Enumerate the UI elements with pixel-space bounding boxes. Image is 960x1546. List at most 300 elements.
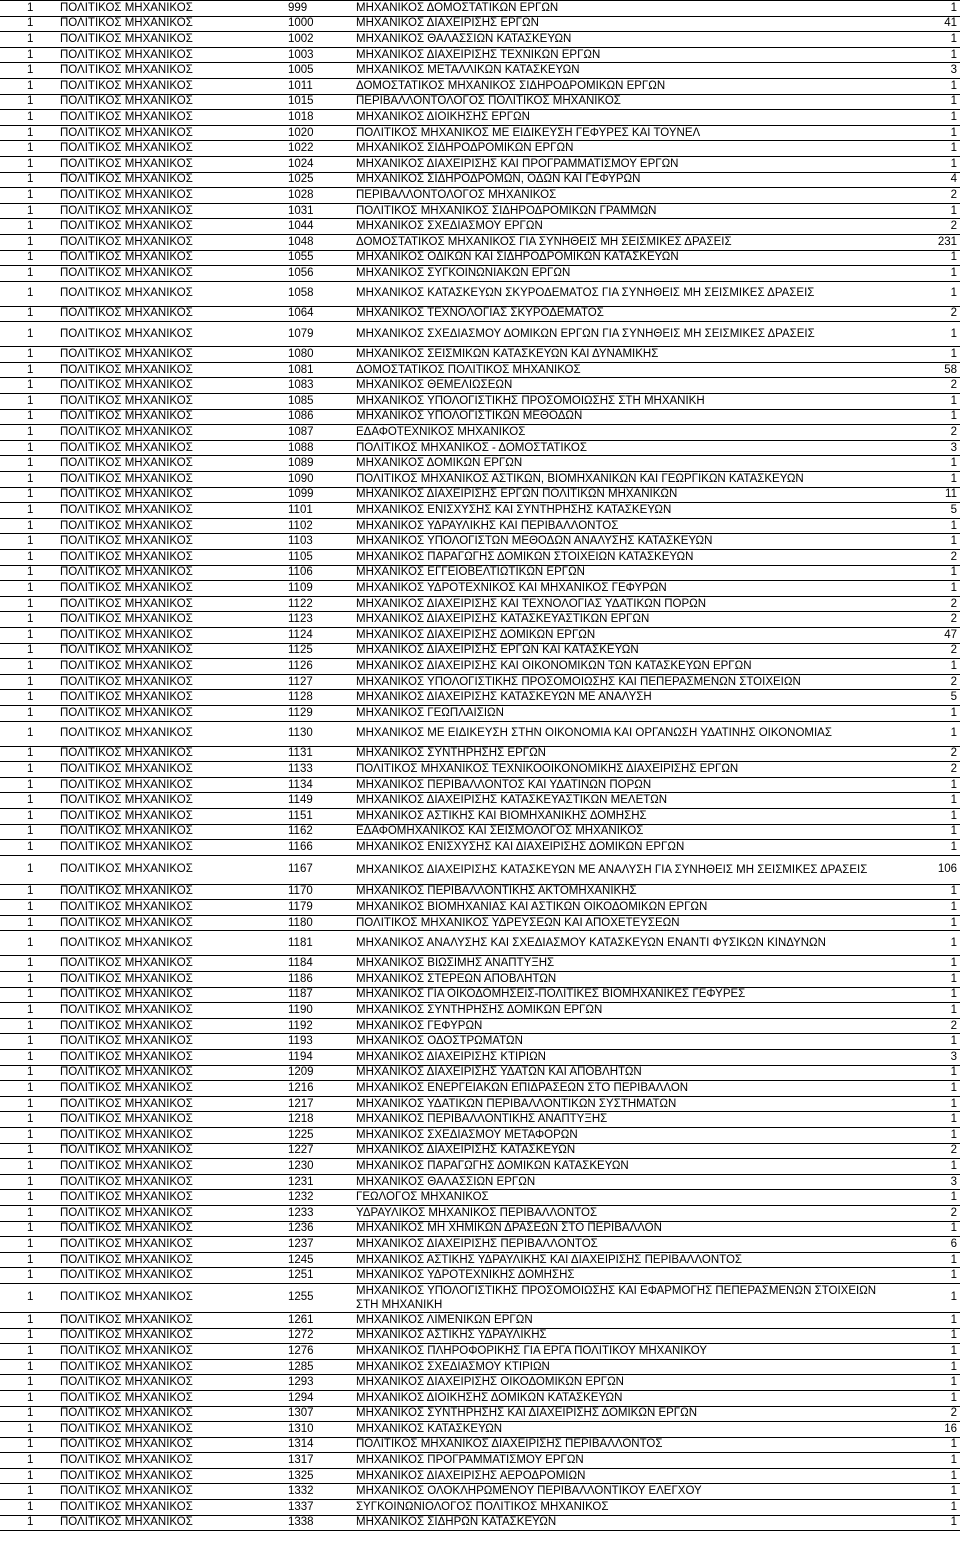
- table-row: [0, 1453, 960, 1469]
- cell-number: 1: [0, 565, 56, 581]
- cell-title: ΠΟΛΙΤΙΚΟΣ ΜΗΧΑΝΙΚΟΣ: [56, 721, 284, 746]
- cell-specialty: ΜΗΧΑΝΙΚΟΣ ΘΑΛΑΣΣΙΩΝ ΚΑΤΑΣΚΕΥΩΝ: [352, 32, 905, 48]
- cell-title: ΠΟΛΙΤΙΚΟΣ ΜΗΧΑΝΙΚΟΣ: [56, 1050, 284, 1066]
- table-row: [0, 840, 960, 856]
- cell-title: ΠΟΛΙΤΙΚΟΣ ΜΗΧΑΝΙΚΟΣ: [56, 596, 284, 612]
- cell-code: 1000: [284, 16, 352, 32]
- cell-specialty: ΔΟΜΟΣΤΑΤΙΚΟΣ ΜΗΧΑΝΙΚΟΣ ΣΙΔΗΡΟΔΡΟΜΙΚΩΝ ΕΡΓΩΝ: [352, 78, 905, 94]
- cell-number: 1: [0, 1081, 56, 1097]
- cell-title: ΠΟΛΙΤΙΚΟΣ ΜΗΧΑΝΙΚΟΣ: [56, 250, 284, 266]
- cell-specialty: ΜΗΧΑΝΙΚΟΣ ΑΣΤΙΚΗΣ ΚΑΙ ΒΙΟΜΗΧΑΝΙΚΗΣ ΔΟΜΗΣΗΣ: [352, 808, 905, 824]
- cell-title: ΠΟΛΙΤΙΚΟΣ ΜΗΧΑΝΙΚΟΣ: [56, 63, 284, 79]
- cell-specialty: ΜΗΧΑΝΙΚΟΣ ΔΙΑΧΕΙΡΙΣΗΣ ΚΑΤΑΣΚΕΥΑΣΤΙΚΩΝ ΜΕΛΕΤΩΝ: [352, 793, 905, 809]
- table-row: [0, 1018, 960, 1034]
- cell-number: 1: [0, 487, 56, 503]
- table-row: [0, 141, 960, 157]
- table-row: [0, 915, 960, 931]
- cell-specialty: ΜΗΧΑΝΙΚΟΣ ΠΑΡΑΓΩΓΗΣ ΔΟΜΙΚΩΝ ΚΑΤΑΣΚΕΥΩΝ: [352, 1159, 905, 1175]
- cell-specialty: ΜΗΧΑΝΙΚΟΣ ΠΕΡΙΒΑΛΛΟΝΤΙΚΗΣ ΑΚΤΟΜΗΧΑΝΙΚΗΣ: [352, 884, 905, 900]
- cell-code: 1088: [284, 440, 352, 456]
- cell-count: 2: [905, 612, 960, 628]
- cell-title: ΠΟΛΙΤΙΚΟΣ ΜΗΧΑΝΙΚΟΣ: [56, 746, 284, 762]
- cell-title: ΠΟΛΙΤΙΚΟΣ ΜΗΧΑΝΙΚΟΣ: [56, 550, 284, 566]
- cell-number: 1: [0, 596, 56, 612]
- cell-title: ΠΟΛΙΤΙΚΟΣ ΜΗΧΑΝΙΚΟΣ: [56, 705, 284, 721]
- cell-title: ΠΟΛΙΤΙΚΟΣ ΜΗΧΑΝΙΚΟΣ: [56, 1221, 284, 1237]
- table-row: [0, 1406, 960, 1422]
- cell-number: 1: [0, 1237, 56, 1253]
- table-row: [0, 378, 960, 394]
- cell-code: 1227: [284, 1143, 352, 1159]
- cell-title: ΠΟΛΙΤΙΚΟΣ ΜΗΧΑΝΙΚΟΣ: [56, 1237, 284, 1253]
- table-row: [0, 1268, 960, 1284]
- cell-code: 1216: [284, 1081, 352, 1097]
- cell-specialty: ΜΗΧΑΝΙΚΟΣ ΥΔΡΟΤΕΧΝΙΚΗΣ ΔΟΜΗΣΗΣ: [352, 1268, 905, 1284]
- cell-count: 1: [905, 1359, 960, 1375]
- cell-specialty: ΠΟΛΙΤΙΚΟΣ ΜΗΧΑΝΙΚΟΣ ΑΣΤΙΚΩΝ, ΒΙΟΜΗΧΑΝΙΚΩΝ ΚΑΙ ΓΕΩΡΓΙΚΩΝ ΚΑΤΑΣΚΕΥΩΝ: [352, 472, 905, 488]
- cell-specialty: ΜΗΧΑΝΙΚΟΣ ΒΙΩΣΙΜΗΣ ΑΝΑΠΤΥΞΗΣ: [352, 956, 905, 972]
- cell-number: 1: [0, 409, 56, 425]
- cell-number: 1: [0, 612, 56, 628]
- cell-code: 1089: [284, 456, 352, 472]
- cell-code: 1332: [284, 1484, 352, 1500]
- cell-code: 1293: [284, 1375, 352, 1391]
- cell-number: 1: [0, 322, 56, 347]
- table-row: [0, 1312, 960, 1328]
- cell-number: 1: [0, 394, 56, 410]
- cell-title: ΠΟΛΙΤΙΚΟΣ ΜΗΧΑΝΙΚΟΣ: [56, 1205, 284, 1221]
- cell-count: 1: [905, 808, 960, 824]
- cell-specialty: ΜΗΧΑΝΙΚΟΣ ΥΠΟΛΟΓΙΣΤΩΝ ΜΕΘΟΔΩΝ ΑΝΑΛΥΣΗΣ ΚΑΤΑΣΚΕΥΩΝ: [352, 534, 905, 550]
- cell-count: 1: [905, 1034, 960, 1050]
- cell-number: 1: [0, 1422, 56, 1438]
- cell-title: ΠΟΛΙΤΙΚΟΣ ΜΗΧΑΝΙΚΟΣ: [56, 915, 284, 931]
- cell-number: 1: [0, 915, 56, 931]
- cell-title: ΠΟΛΙΤΙΚΟΣ ΜΗΧΑΝΙΚΟΣ: [56, 347, 284, 363]
- table-row: [0, 487, 960, 503]
- cell-title: ΠΟΛΙΤΙΚΟΣ ΜΗΧΑΝΙΚΟΣ: [56, 612, 284, 628]
- cell-count: 1: [905, 1190, 960, 1206]
- cell-specialty: ΜΗΧΑΝΙΚΟΣ ΠΕΡΙΒΑΛΛΟΝΤΙΚΗΣ ΑΝΑΠΤΥΞΗΣ: [352, 1112, 905, 1128]
- cell-number: 1: [0, 1515, 56, 1531]
- table-row: [0, 1003, 960, 1019]
- cell-specialty: ΜΗΧΑΝΙΚΟΣ ΔΙΟΙΚΗΣΗΣ ΔΟΜΙΚΩΝ ΚΑΤΑΣΚΕΥΩΝ: [352, 1390, 905, 1406]
- cell-count: 1: [905, 705, 960, 721]
- cell-specialty: ΠΟΛΙΤΙΚΟΣ ΜΗΧΑΝΙΚΟΣ ΔΙΑΧΕΙΡΙΣΗΣ ΠΕΡΙΒΑΛΛΟΝΤΟΣ: [352, 1437, 905, 1453]
- table-row: [0, 1081, 960, 1097]
- cell-specialty: ΜΗΧΑΝΙΚΟΣ ΥΠΟΛΟΓΙΣΤΙΚΗΣ ΠΡΟΣΟΜΟΙΩΣΗΣ ΣΤΗ ΜΗΧΑΝΙΚΗ: [352, 394, 905, 410]
- cell-code: 1230: [284, 1159, 352, 1175]
- cell-title: ΠΟΛΙΤΙΚΟΣ ΜΗΧΑΝΙΚΟΣ: [56, 203, 284, 219]
- cell-specialty: ΜΗΧΑΝΙΚΟΣ ΟΔΟΣΤΡΩΜΑΤΩΝ: [352, 1034, 905, 1050]
- cell-number: 1: [0, 762, 56, 778]
- cell-number: 1: [0, 1268, 56, 1284]
- cell-count: 16: [905, 1422, 960, 1438]
- table-row: [0, 690, 960, 706]
- cell-number: 1: [0, 1344, 56, 1360]
- cell-code: 1085: [284, 394, 352, 410]
- cell-specialty: ΜΗΧΑΝΙΚΟΣ ΔΙΑΧΕΙΡΙΣΗΣ ΠΕΡΙΒΑΛΛΟΝΤΟΣ: [352, 1237, 905, 1253]
- cell-specialty: ΜΗΧΑΝΙΚΟΣ ΠΛΗΡΟΦΟΡΙΚΗΣ ΓΙΑ ΕΡΓΑ ΠΟΛΙΤΙΚΟΥ ΜΗΧΑΝΙΚΟΥ: [352, 1344, 905, 1360]
- cell-title: ΠΟΛΙΤΙΚΟΣ ΜΗΧΑΝΙΚΟΣ: [56, 156, 284, 172]
- cell-code: 1083: [284, 378, 352, 394]
- cell-code: 1317: [284, 1453, 352, 1469]
- cell-count: 2: [905, 378, 960, 394]
- cell-title: ΠΟΛΙΤΙΚΟΣ ΜΗΧΑΝΙΚΟΣ: [56, 824, 284, 840]
- cell-code: 1028: [284, 188, 352, 204]
- cell-count: 1: [905, 409, 960, 425]
- cell-count: 1: [905, 78, 960, 94]
- cell-number: 1: [0, 972, 56, 988]
- cell-title: ΠΟΛΙΤΙΚΟΣ ΜΗΧΑΝΙΚΟΣ: [56, 674, 284, 690]
- table-row: [0, 643, 960, 659]
- cell-number: 1: [0, 203, 56, 219]
- table-row: [0, 1328, 960, 1344]
- cell-title: ΠΟΛΙΤΙΚΟΣ ΜΗΧΑΝΙΚΟΣ: [56, 1018, 284, 1034]
- cell-code: 1129: [284, 705, 352, 721]
- cell-specialty: ΜΗΧΑΝΙΚΟΣ ΔΙΑΧΕΙΡΙΣΗΣ ΟΙΚΟΔΟΜΙΚΩΝ ΕΡΓΩΝ: [352, 1375, 905, 1391]
- cell-number: 1: [0, 1065, 56, 1081]
- cell-specialty: ΜΗΧΑΝΙΚΟΣ ΣΧΕΔΙΑΣΜΟΥ ΕΡΓΩΝ: [352, 219, 905, 235]
- cell-code: 1127: [284, 674, 352, 690]
- table-row: [0, 1500, 960, 1516]
- cell-code: 1090: [284, 472, 352, 488]
- table-row: [0, 1283, 960, 1312]
- table-row: [0, 47, 960, 63]
- table-row: [0, 1237, 960, 1253]
- cell-count: 1: [905, 840, 960, 856]
- cell-specialty: ΜΗΧΑΝΙΚΟΣ ΔΙΑΧΕΙΡΙΣΗΣ ΚΑΤΑΣΚΕΥΩΝ ΜΕ ΑΝΑΛΥΣΗ ΓΙΑ ΣΥΝΗΘΕΙΣ ΜΗ ΣΕΙΣΜΙΚΕΣ ΔΡΑΣΕΙΣ: [352, 855, 905, 884]
- cell-specialty: ΜΗΧΑΝΙΚΟΣ ΔΟΜΙΚΩΝ ΕΡΓΩΝ: [352, 456, 905, 472]
- cell-specialty: ΜΗΧΑΝΙΚΟΣ ΔΙΟΙΚΗΣΗΣ ΕΡΓΩΝ: [352, 110, 905, 126]
- cell-number: 1: [0, 281, 56, 306]
- cell-count: 6: [905, 1237, 960, 1253]
- cell-number: 1: [0, 250, 56, 266]
- cell-count: 1: [905, 110, 960, 126]
- cell-count: 1: [905, 394, 960, 410]
- cell-code: 1099: [284, 487, 352, 503]
- cell-count: 47: [905, 627, 960, 643]
- cell-title: ΠΟΛΙΤΙΚΟΣ ΜΗΧΑΝΙΚΟΣ: [56, 1065, 284, 1081]
- cell-number: 1: [0, 643, 56, 659]
- cell-specialty: ΜΗΧΑΝΙΚΟΣ ΥΔΑΤΙΚΩΝ ΠΕΡΙΒΑΛΛΟΝΤΙΚΩΝ ΣΥΣΤΗΜΑΤΩΝ: [352, 1096, 905, 1112]
- cell-specialty: ΜΗΧΑΝΙΚΟΣ ΟΔΙΚΩΝ ΚΑΙ ΣΙΔΗΡΟΔΡΟΜΙΚΩΝ ΚΑΤΑΣΚΕΥΩΝ: [352, 250, 905, 266]
- cell-count: 1: [905, 32, 960, 48]
- cell-title: ΠΟΛΙΤΙΚΟΣ ΜΗΧΑΝΙΚΟΣ: [56, 125, 284, 141]
- cell-count: 2: [905, 1205, 960, 1221]
- cell-specialty: ΜΗΧΑΝΙΚΟΣ ΥΠΟΛΟΓΙΣΤΙΚΗΣ ΠΡΟΣΟΜΟΙΩΣΗΣ ΚΑΙ ΠΕΠΕΡΑΣΜΕΝΩΝ ΣΤΟΙΧΕΙΩΝ: [352, 674, 905, 690]
- cell-code: 1081: [284, 362, 352, 378]
- cell-specialty: ΕΔΑΦΟΤΕΧΝΙΚΟΣ ΜΗΧΑΝΙΚΟΣ: [352, 425, 905, 441]
- cell-specialty: ΜΗΧΑΝΙΚΟΣ ΘΑΛΑΣΣΙΩΝ ΕΡΓΩΝ: [352, 1174, 905, 1190]
- cell-code: 1056: [284, 266, 352, 282]
- cell-code: 1031: [284, 203, 352, 219]
- cell-count: 1: [905, 250, 960, 266]
- cell-specialty: ΜΗΧΑΝΙΚΟΣ ΑΣΤΙΚΗΣ ΥΔΡΑΥΛΙΚΗΣ: [352, 1328, 905, 1344]
- cell-number: 1: [0, 1096, 56, 1112]
- cell-code: 1015: [284, 94, 352, 110]
- cell-title: ΠΟΛΙΤΙΚΟΣ ΜΗΧΑΝΙΚΟΣ: [56, 1437, 284, 1453]
- cell-code: 1048: [284, 234, 352, 250]
- cell-specialty: ΜΗΧΑΝΙΚΟΣ ΚΑΤΑΣΚΕΥΩΝ: [352, 1422, 905, 1438]
- cell-code: 1130: [284, 721, 352, 746]
- cell-count: 1: [905, 915, 960, 931]
- cell-title: ΠΟΛΙΤΙΚΟΣ ΜΗΧΑΝΙΚΟΣ: [56, 425, 284, 441]
- cell-specialty: ΜΗΧΑΝΙΚΟΣ ΑΝΑΛΥΣΗΣ ΚΑΙ ΣΧΕΔΙΑΣΜΟΥ ΚΑΤΑΣΚΕΥΩΝ ΕΝΑΝΤΙ ΦΥΣΙΚΩΝ ΚΙΝΔΥΝΩΝ: [352, 931, 905, 956]
- cell-specialty: ΜΗΧΑΝΙΚΟΣ ΣΙΔΗΡΟΔΡΟΜΩΝ, ΟΔΩΝ ΚΑΙ ΓΕΦΥΡΩΝ: [352, 172, 905, 188]
- cell-specialty: ΜΗΧΑΝΙΚΟΣ ΟΛΟΚΛΗΡΩΜΕΝΟΥ ΠΕΡΙΒΑΛΛΟΝΤΙΚΟΥ ΕΛΕΓΧΟΥ: [352, 1484, 905, 1500]
- cell-title: ΠΟΛΙΤΙΚΟΣ ΜΗΧΑΝΙΚΟΣ: [56, 1500, 284, 1516]
- cell-specialty: ΜΗΧΑΝΙΚΟΣ ΔΙΑΧΕΙΡΙΣΗΣ ΤΕΧΝΙΚΩΝ ΕΡΓΩΝ: [352, 47, 905, 63]
- cell-specialty: ΠΟΛΙΤΙΚΟΣ ΜΗΧΑΝΙΚΟΣ ΥΔΡΕΥΣΕΩΝ ΚΑΙ ΑΠΟΧΕΤΕΥΣΕΩΝ: [352, 915, 905, 931]
- cell-title: ΠΟΛΙΤΙΚΟΣ ΜΗΧΑΝΙΚΟΣ: [56, 16, 284, 32]
- cell-specialty: ΜΗΧΑΝΙΚΟΣ ΤΕΧΝΟΛΟΓΙΑΣ ΣΚΥΡΟΔΕΜΑΤΟΣ: [352, 306, 905, 322]
- table-row: [0, 987, 960, 1003]
- table-row: [0, 281, 960, 306]
- cell-specialty: ΜΗΧΑΝΙΚΟΣ ΔΙΑΧΕΙΡΙΣΗΣ ΔΟΜΙΚΩΝ ΕΡΓΩΝ: [352, 627, 905, 643]
- cell-count: 1: [905, 456, 960, 472]
- cell-count: 1: [905, 1283, 960, 1312]
- cell-number: 1: [0, 1453, 56, 1469]
- cell-specialty: ΜΗΧΑΝΙΚΟΣ ΣΙΔΗΡΩΝ ΚΑΤΑΣΚΕΥΩΝ: [352, 1515, 905, 1531]
- cell-number: 1: [0, 855, 56, 884]
- cell-specialty: ΜΗΧΑΝΙΚΟΣ ΠΑΡΑΓΩΓΗΣ ΔΟΜΙΚΩΝ ΣΤΟΙΧΕΙΩΝ ΚΑΤΑΣΚΕΥΩΝ: [352, 550, 905, 566]
- cell-title: ΠΟΛΙΤΙΚΟΣ ΜΗΧΑΝΙΚΟΣ: [56, 487, 284, 503]
- cell-specialty: ΜΗΧΑΝΙΚΟΣ ΔΙΑΧΕΙΡΙΣΗΣ ΚΑΤΑΣΚΕΥΩΝ ΜΕ ΑΝΑΛΥΣΗ: [352, 690, 905, 706]
- cell-code: 1166: [284, 840, 352, 856]
- cell-count: 1: [905, 1515, 960, 1531]
- cell-code: 1294: [284, 1390, 352, 1406]
- cell-specialty: ΜΗΧΑΝΙΚΟΣ ΣΙΔΗΡΟΔΡΟΜΙΚΩΝ ΕΡΓΩΝ: [352, 141, 905, 157]
- cell-title: ΠΟΛΙΤΙΚΟΣ ΜΗΧΑΝΙΚΟΣ: [56, 440, 284, 456]
- cell-code: 1109: [284, 581, 352, 597]
- cell-specialty: ΜΗΧΑΝΙΚΟΣ ΘΕΜΕΛΙΩΣΕΩΝ: [352, 378, 905, 394]
- cell-number: 1: [0, 456, 56, 472]
- cell-number: 1: [0, 141, 56, 157]
- cell-code: 1179: [284, 900, 352, 916]
- table-row: [0, 884, 960, 900]
- cell-title: ΠΟΛΙΤΙΚΟΣ ΜΗΧΑΝΙΚΟΣ: [56, 1406, 284, 1422]
- cell-specialty: ΜΗΧΑΝΙΚΟΣ ΥΔΡΟΤΕΧΝΙΚΟΣ ΚΑΙ ΜΗΧΑΝΙΚΟΣ ΓΕΦΥΡΩΝ: [352, 581, 905, 597]
- cell-number: 1: [0, 219, 56, 235]
- table-row: [0, 440, 960, 456]
- cell-count: 1: [905, 1437, 960, 1453]
- cell-specialty: ΜΗΧΑΝΙΚΟΣ ΣΧΕΔΙΑΣΜΟΥ ΚΤΙΡΙΩΝ: [352, 1359, 905, 1375]
- table-row: [0, 808, 960, 824]
- cell-number: 1: [0, 840, 56, 856]
- cell-count: 1: [905, 581, 960, 597]
- cell-title: ΠΟΛΙΤΙΚΟΣ ΜΗΧΑΝΙΚΟΣ: [56, 503, 284, 519]
- cell-number: 1: [0, 581, 56, 597]
- table-row: [0, 409, 960, 425]
- table-row: [0, 1437, 960, 1453]
- table-row: [0, 110, 960, 126]
- cell-count: 1: [905, 1096, 960, 1112]
- cell-specialty: ΜΗΧΑΝΙΚΟΣ ΓΙΑ ΟΙΚΟΔΟΜΗΣΕΙΣ-ΠΟΛΙΤΙΚΕΣ ΒΙΟΜΗΧΑΝΙΚΕΣ ΓΕΦΥΡΕΣ: [352, 987, 905, 1003]
- table-row: [0, 32, 960, 48]
- cell-code: 1151: [284, 808, 352, 824]
- cell-code: 1149: [284, 793, 352, 809]
- cell-number: 1: [0, 1375, 56, 1391]
- cell-number: 1: [0, 1406, 56, 1422]
- table-row: [0, 172, 960, 188]
- table-row: [0, 972, 960, 988]
- table-row: [0, 1344, 960, 1360]
- cell-number: 1: [0, 172, 56, 188]
- cell-number: 1: [0, 63, 56, 79]
- cell-count: 1: [905, 1, 960, 17]
- cell-number: 1: [0, 306, 56, 322]
- cell-code: 1314: [284, 1437, 352, 1453]
- cell-count: 1: [905, 1328, 960, 1344]
- cell-code: 999: [284, 1, 352, 17]
- cell-count: 1: [905, 1128, 960, 1144]
- cell-count: 11: [905, 487, 960, 503]
- cell-count: 1: [905, 322, 960, 347]
- cell-count: 1: [905, 125, 960, 141]
- cell-code: 1011: [284, 78, 352, 94]
- cell-specialty: ΠΟΛΙΤΙΚΟΣ ΜΗΧΑΝΙΚΟΣ - ΔΟΜΟΣΤΑΤΙΚΟΣ: [352, 440, 905, 456]
- cell-title: ΠΟΛΙΤΙΚΟΣ ΜΗΧΑΝΙΚΟΣ: [56, 900, 284, 916]
- cell-count: 231: [905, 234, 960, 250]
- cell-title: ΠΟΛΙΤΙΚΟΣ ΜΗΧΑΝΙΚΟΣ: [56, 1159, 284, 1175]
- cell-title: ΠΟΛΙΤΙΚΟΣ ΜΗΧΑΝΙΚΟΣ: [56, 1034, 284, 1050]
- cell-code: 1064: [284, 306, 352, 322]
- cell-number: 1: [0, 1, 56, 17]
- cell-specialty: ΜΗΧΑΝΙΚΟΣ ΠΡΟΓΡΑΜΜΑΤΙΣΜΟΥ ΕΡΓΩΝ: [352, 1453, 905, 1469]
- cell-title: ΠΟΛΙΤΙΚΟΣ ΜΗΧΑΝΙΚΟΣ: [56, 1422, 284, 1438]
- table-row: [0, 203, 960, 219]
- cell-count: 1: [905, 1375, 960, 1391]
- table-row: [0, 1050, 960, 1066]
- cell-specialty: ΜΗΧΑΝΙΚΟΣ ΓΕΦΥΡΩΝ: [352, 1018, 905, 1034]
- cell-specialty: ΜΗΧΑΝΙΚΟΣ ΣΥΝΤΗΡΗΣΗΣ ΔΟΜΙΚΩΝ ΕΡΓΩΝ: [352, 1003, 905, 1019]
- cell-count: 1: [905, 987, 960, 1003]
- cell-code: 1325: [284, 1468, 352, 1484]
- cell-title: ΠΟΛΙΤΙΚΟΣ ΜΗΧΑΝΙΚΟΣ: [56, 456, 284, 472]
- cell-count: 1: [905, 824, 960, 840]
- cell-title: ΠΟΛΙΤΙΚΟΣ ΜΗΧΑΝΙΚΟΣ: [56, 1283, 284, 1312]
- cell-count: 1: [905, 793, 960, 809]
- table-row: [0, 425, 960, 441]
- cell-number: 1: [0, 1500, 56, 1516]
- cell-code: 1187: [284, 987, 352, 1003]
- table-row: [0, 456, 960, 472]
- cell-code: 1272: [284, 1328, 352, 1344]
- cell-specialty: ΜΗΧΑΝΙΚΟΣ ΔΙΑΧΕΙΡΙΣΗΣ ΚΤΙΡΙΩΝ: [352, 1050, 905, 1066]
- cell-count: 1: [905, 472, 960, 488]
- cell-specialty: ΜΗΧΑΝΙΚΟΣ ΑΣΤΙΚΗΣ ΥΔΡΑΥΛΙΚΗΣ ΚΑΙ ΔΙΑΧΕΙΡΙΣΗΣ ΠΕΡΙΒΑΛΛΟΝΤΟΣ: [352, 1252, 905, 1268]
- cell-number: 1: [0, 1128, 56, 1144]
- cell-code: 1005: [284, 63, 352, 79]
- cell-title: ΠΟΛΙΤΙΚΟΣ ΜΗΧΑΝΙΚΟΣ: [56, 1143, 284, 1159]
- cell-count: 1: [905, 1484, 960, 1500]
- cell-number: 1: [0, 659, 56, 675]
- cell-count: 2: [905, 550, 960, 566]
- cell-number: 1: [0, 534, 56, 550]
- table-row: [0, 534, 960, 550]
- cell-count: 2: [905, 1406, 960, 1422]
- cell-number: 1: [0, 1205, 56, 1221]
- cell-title: ΠΟΛΙΤΙΚΟΣ ΜΗΧΑΝΙΚΟΣ: [56, 972, 284, 988]
- cell-number: 1: [0, 1034, 56, 1050]
- cell-number: 1: [0, 1252, 56, 1268]
- cell-count: 1: [905, 156, 960, 172]
- cell-title: ΠΟΛΙΤΙΚΟΣ ΜΗΧΑΝΙΚΟΣ: [56, 78, 284, 94]
- cell-count: 1: [905, 1081, 960, 1097]
- cell-number: 1: [0, 627, 56, 643]
- cell-count: 1: [905, 1453, 960, 1469]
- table-row: [0, 900, 960, 916]
- table-row: [0, 1359, 960, 1375]
- table-row: [0, 362, 960, 378]
- table-row: [0, 250, 960, 266]
- cell-code: 1123: [284, 612, 352, 628]
- cell-title: ΠΟΛΙΤΙΚΟΣ ΜΗΧΑΝΙΚΟΣ: [56, 1453, 284, 1469]
- cell-count: 1: [905, 1112, 960, 1128]
- cell-count: 1: [905, 931, 960, 956]
- cell-number: 1: [0, 425, 56, 441]
- cell-count: 3: [905, 1050, 960, 1066]
- table-row: [0, 550, 960, 566]
- cell-number: 1: [0, 347, 56, 363]
- cell-count: 1: [905, 1390, 960, 1406]
- table-row: [0, 188, 960, 204]
- cell-code: 1218: [284, 1112, 352, 1128]
- cell-title: ΠΟΛΙΤΙΚΟΣ ΜΗΧΑΝΙΚΟΣ: [56, 1359, 284, 1375]
- cell-specialty: ΔΟΜΟΣΤΑΤΙΚΟΣ ΠΟΛΙΤΙΚΟΣ ΜΗΧΑΝΙΚΟΣ: [352, 362, 905, 378]
- cell-number: 1: [0, 1359, 56, 1375]
- cell-count: 1: [905, 1344, 960, 1360]
- cell-count: 5: [905, 503, 960, 519]
- cell-count: 2: [905, 306, 960, 322]
- cell-specialty: ΜΗΧΑΝΙΚΟΣ ΕΝΙΣΧΥΣΗΣ ΚΑΙ ΣΥΝΤΗΡΗΣΗΣ ΚΑΤΑΣΚΕΥΩΝ: [352, 503, 905, 519]
- cell-number: 1: [0, 78, 56, 94]
- cell-title: ΠΟΛΙΤΙΚΟΣ ΜΗΧΑΝΙΚΟΣ: [56, 378, 284, 394]
- table-row: [0, 322, 960, 347]
- table-row: [0, 1484, 960, 1500]
- cell-count: 1: [905, 1468, 960, 1484]
- table-row: [0, 956, 960, 972]
- cell-title: ΠΟΛΙΤΙΚΟΣ ΜΗΧΑΝΙΚΟΣ: [56, 47, 284, 63]
- cell-code: 1236: [284, 1221, 352, 1237]
- table-row: [0, 266, 960, 282]
- table-row: [0, 1221, 960, 1237]
- cell-specialty: ΜΗΧΑΝΙΚΟΣ ΣΥΝΤΗΡΗΣΗΣ ΚΑΙ ΔΙΑΧΕΙΡΙΣΗΣ ΔΟΜΙΚΩΝ ΕΡΓΩΝ: [352, 1406, 905, 1422]
- cell-number: 1: [0, 1018, 56, 1034]
- cell-number: 1: [0, 1484, 56, 1500]
- cell-code: 1003: [284, 47, 352, 63]
- cell-title: ΠΟΛΙΤΙΚΟΣ ΜΗΧΑΝΙΚΟΣ: [56, 322, 284, 347]
- cell-specialty: ΜΗΧΑΝΙΚΟΣ ΚΑΤΑΣΚΕΥΩΝ ΣΚΥΡΟΔΕΜΑΤΟΣ ΓΙΑ ΣΥΝΗΘΕΙΣ ΜΗ ΣΕΙΣΜΙΚΕΣ ΔΡΑΣΕΙΣ: [352, 281, 905, 306]
- cell-number: 1: [0, 188, 56, 204]
- cell-code: 1245: [284, 1252, 352, 1268]
- cell-specialty: ΓΕΩΛΟΓΟΣ ΜΗΧΑΝΙΚΟΣ: [352, 1190, 905, 1206]
- cell-specialty: ΜΗΧΑΝΙΚΟΣ ΕΝΕΡΓΕΙΑΚΩΝ ΕΠΙΔΡΑΣΕΩΝ ΣΤΟ ΠΕΡΙΒΑΛΛΟΝ: [352, 1081, 905, 1097]
- cell-count: 1: [905, 281, 960, 306]
- table-row: [0, 347, 960, 363]
- cell-specialty: ΜΗΧΑΝΙΚΟΣ ΔΙΑΧΕΙΡΙΣΗΣ ΕΡΓΩΝ: [352, 16, 905, 32]
- cell-title: ΠΟΛΙΤΙΚΟΣ ΜΗΧΑΝΙΚΟΣ: [56, 1003, 284, 1019]
- cell-code: 1237: [284, 1237, 352, 1253]
- cell-code: 1058: [284, 281, 352, 306]
- cell-title: ΠΟΛΙΤΙΚΟΣ ΜΗΧΑΝΙΚΟΣ: [56, 1344, 284, 1360]
- cell-code: 1310: [284, 1422, 352, 1438]
- cell-number: 1: [0, 824, 56, 840]
- cell-count: 1: [905, 1268, 960, 1284]
- table-row: [0, 1190, 960, 1206]
- cell-code: 1193: [284, 1034, 352, 1050]
